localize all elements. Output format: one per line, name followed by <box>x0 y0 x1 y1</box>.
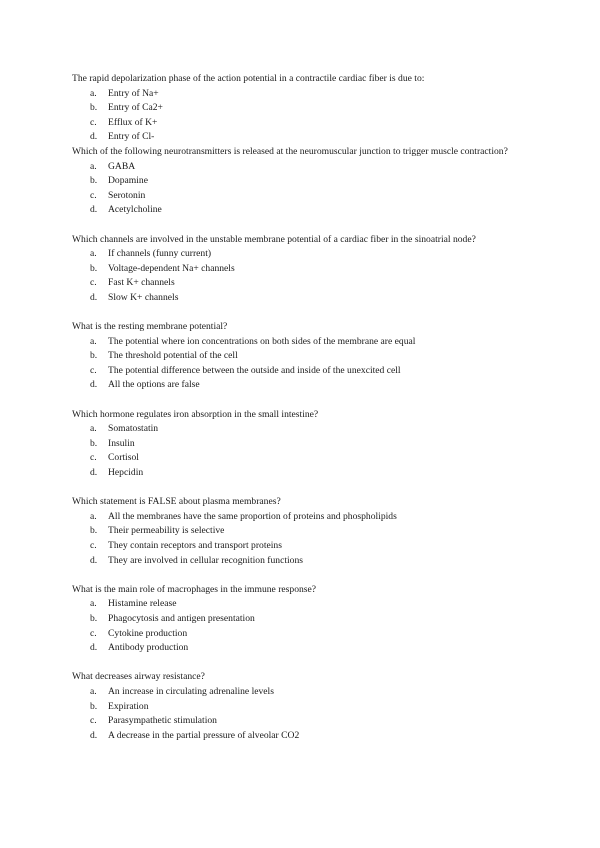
option <box>72 524 532 539</box>
option-letter: d. <box>90 467 98 479</box>
option-list <box>72 685 532 743</box>
spacer <box>72 481 532 496</box>
option <box>72 101 532 116</box>
option <box>72 378 532 393</box>
question-7 <box>72 583 532 656</box>
option-letter: a. <box>90 160 97 172</box>
option <box>72 641 532 656</box>
option-text: Slow K+ channels <box>108 291 179 303</box>
question-text: Which statement is FALSE about plasma membranes? <box>72 496 281 508</box>
option-text: A decrease in the partial pressure of alveolar CO2 <box>108 729 300 741</box>
option <box>72 437 532 452</box>
question-1 <box>72 72 532 145</box>
option-text: Cortisol <box>108 452 139 464</box>
option-letter: c. <box>90 364 97 376</box>
option <box>72 627 532 642</box>
option-letter: a. <box>90 87 97 99</box>
option <box>72 612 532 627</box>
option-letter: d. <box>90 642 98 654</box>
option-text: Dopamine <box>108 175 148 187</box>
option <box>72 714 532 729</box>
option-text: Acetylcholine <box>108 204 162 216</box>
option-text: Antibody production <box>108 642 189 654</box>
question-text: Which of the following neurotransmitters is released at the neuromuscular junction to trigger muscle contraction? <box>72 145 508 157</box>
option <box>72 160 532 175</box>
option <box>72 291 532 306</box>
option-text: Insulin <box>108 437 135 449</box>
option-text: Voltage-dependent Na+ channels <box>108 262 235 274</box>
option-letter: c. <box>90 715 97 727</box>
option <box>72 116 532 131</box>
option-text: An increase in circulating adrenaline levels <box>108 685 274 697</box>
option-list <box>72 510 532 568</box>
option-text: Somatostatin <box>108 423 159 435</box>
option-text: Their permeability is selective <box>108 525 225 537</box>
option <box>72 466 532 481</box>
option-letter: d. <box>90 554 98 566</box>
question-5 <box>72 408 532 481</box>
option-letter: b. <box>90 102 98 114</box>
question-text: Which channels are involved in the unstable membrane potential of a cardiac fiber in the sinoatrial node? <box>72 233 476 245</box>
option-letter: c. <box>90 189 97 201</box>
option-list <box>72 335 532 393</box>
option-letter: b. <box>90 262 98 274</box>
option-text: Phagocytosis and antigen presentation <box>108 612 255 624</box>
option <box>72 276 532 291</box>
option-text: All the membranes have the same proportion of proteins and phospholipids <box>108 510 397 522</box>
option-letter: a. <box>90 598 97 610</box>
option <box>72 335 532 350</box>
option <box>72 174 532 189</box>
option-letter: d. <box>90 379 98 391</box>
option-letter: a. <box>90 248 97 260</box>
option <box>72 729 532 744</box>
option-letter: c. <box>90 627 97 639</box>
option-text: Histamine release <box>108 598 177 610</box>
option <box>72 700 532 715</box>
question-text: Which hormone regulates iron absorption in the small intestine? <box>72 408 319 420</box>
spacer <box>72 568 532 583</box>
question-text: The rapid depolarization phase of the action potential in a contractile cardiac fiber is due to: <box>72 73 425 84</box>
option <box>72 262 532 277</box>
option-text: They are involved in cellular recognition functions <box>108 554 304 566</box>
option-letter: a. <box>90 423 97 435</box>
option-text: Serotonin <box>108 189 146 201</box>
question-text: What is the resting membrane potential? <box>72 321 228 333</box>
option <box>72 203 532 218</box>
option <box>72 451 532 466</box>
option-letter: b. <box>90 525 98 537</box>
option-text: Fast K+ channels <box>108 277 175 289</box>
spacer <box>72 218 532 233</box>
option <box>72 364 532 379</box>
question-2 <box>72 145 532 218</box>
option-letter: b. <box>90 350 98 362</box>
option-letter: a. <box>90 510 97 522</box>
question-text: What decreases airway resistance? <box>72 671 205 683</box>
option-list <box>72 597 532 655</box>
spacer <box>72 656 532 671</box>
option-text: Entry of Ca2+ <box>108 102 163 114</box>
question-4 <box>72 320 532 393</box>
option-list <box>72 422 532 480</box>
option-letter: d. <box>90 729 98 741</box>
option-text: If channels (funny current) <box>108 248 212 260</box>
option-text: The potential difference between the outside and inside of the unexcited cell <box>108 364 401 376</box>
option-text: Efflux of K+ <box>108 116 158 128</box>
option-letter: a. <box>90 685 97 697</box>
option-text: The threshold potential of the cell <box>108 350 238 362</box>
option-letter: b. <box>90 437 98 449</box>
option-letter: d. <box>90 204 98 216</box>
option-text: Parasympathetic stimulation <box>108 715 217 727</box>
option-letter: c. <box>90 452 97 464</box>
option-text: Hepcidin <box>108 467 144 479</box>
question-8 <box>72 670 532 743</box>
question-3 <box>72 233 532 306</box>
question-6 <box>72 495 532 568</box>
option-letter: c. <box>90 277 97 289</box>
option <box>72 247 532 262</box>
option <box>72 130 532 145</box>
option-letter: d. <box>90 131 98 143</box>
question-text: What is the main role of macrophages in the immune response? <box>72 583 317 595</box>
option-letter: a. <box>90 335 97 347</box>
option <box>72 510 532 525</box>
option-list <box>72 247 532 305</box>
option <box>72 87 532 102</box>
option-letter: c. <box>90 116 97 128</box>
option-text: All the options are false <box>108 379 200 391</box>
option <box>72 554 532 569</box>
option <box>72 539 532 554</box>
spacer <box>72 393 532 408</box>
option-letter: d. <box>90 291 98 303</box>
option-letter: c. <box>90 540 97 551</box>
option-text: GABA <box>108 160 136 172</box>
option <box>72 685 532 700</box>
option <box>72 422 532 437</box>
option <box>72 189 532 204</box>
option <box>72 597 532 612</box>
option-text: They contain receptors and transport proteins <box>108 540 282 551</box>
option-text: Entry of Na+ <box>108 87 159 99</box>
option-letter: b. <box>90 612 98 624</box>
option-list <box>72 87 532 145</box>
option-text: Entry of Cl- <box>108 131 155 143</box>
spacer <box>72 306 532 321</box>
option <box>72 349 532 364</box>
option-list <box>72 160 532 218</box>
option-letter: b. <box>90 175 98 187</box>
document-page <box>72 72 532 743</box>
option-letter: b. <box>90 700 98 712</box>
option-text: Expiration <box>108 700 149 712</box>
option-text: Cytokine production <box>108 627 188 639</box>
option-text: The potential where ion concentrations on both sides of the membrane are equal <box>108 335 416 347</box>
